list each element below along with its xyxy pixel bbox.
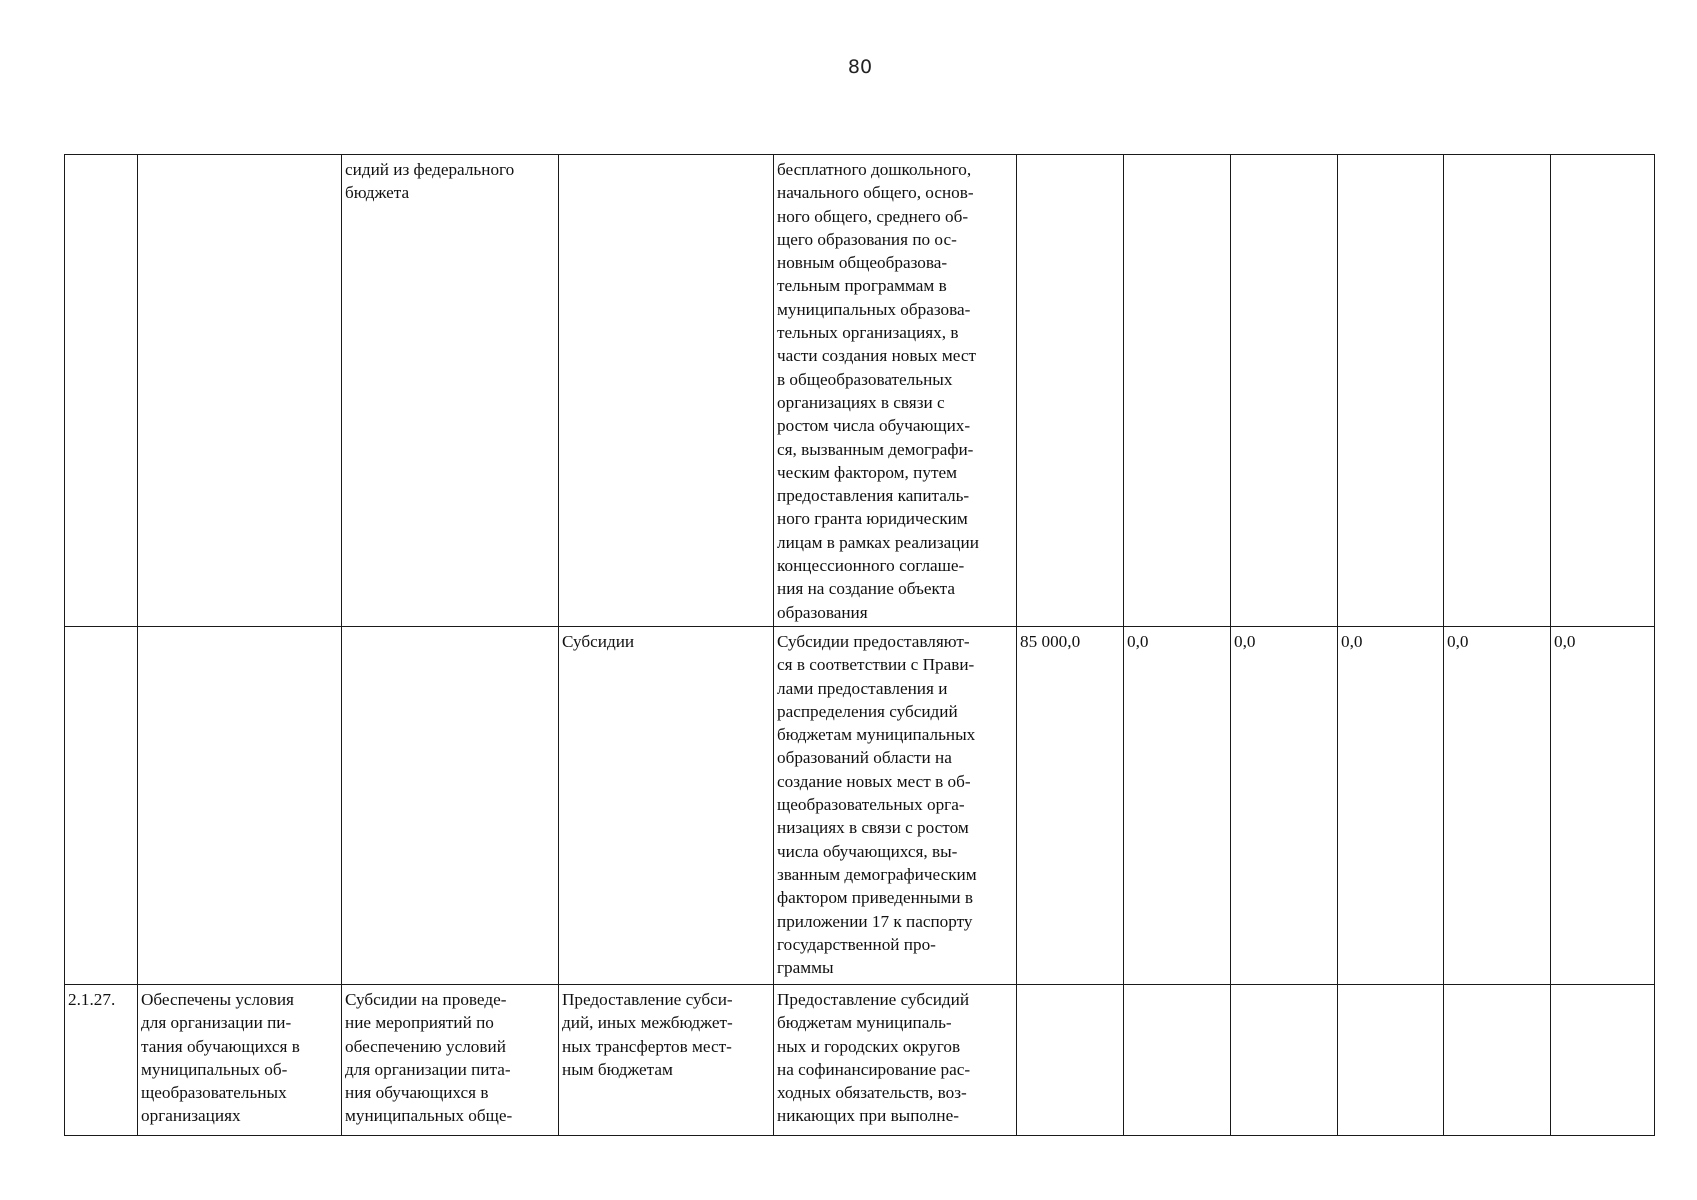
- page-number: 80: [847, 56, 873, 78]
- table-cell: Субсидии: [559, 627, 774, 985]
- table-cell: [1444, 985, 1551, 1136]
- table-cell: бесплатного дошкольного, начального общего, основ- ного общего, среднего об- щего образования по ос- новным общеобразова- тельным программам в муниципальных образова- тельных организациях, в части создания новых мест в общеобразовательных организациях в связи с ростом числа обучающих- ся, вызванным демографи- ческим фактором, путем предоставления капиталь- ного гранта юридическим лицам в рамках реализации концессионного соглаше- ния на создание объекта образования: [774, 155, 1017, 627]
- table-cell: 2.1.27.: [65, 985, 138, 1136]
- table-cell: [65, 627, 138, 985]
- table-cell: [1231, 155, 1338, 627]
- table-cell: 0,0: [1444, 627, 1551, 985]
- table-cell: Обеспечены условия для организации пи- тания обучающихся в муниципальных об- щеобразовательных организациях: [138, 985, 342, 1136]
- budget-table: [64, 154, 1655, 1136]
- table-cell: [1551, 155, 1655, 627]
- table-cell: 85 000,0: [1017, 627, 1124, 985]
- table-cell: 0,0: [1551, 627, 1655, 985]
- table-cell: [1551, 985, 1655, 1136]
- table-cell: 0,0: [1231, 627, 1338, 985]
- table-cell: [138, 627, 342, 985]
- table-cell: [559, 155, 774, 627]
- table-cell: [1338, 155, 1444, 627]
- table-cell: [1231, 985, 1338, 1136]
- table-cell: [1124, 155, 1231, 627]
- table-row: [65, 985, 1655, 1136]
- table-cell: [65, 155, 138, 627]
- table-cell: Предоставление субсидий бюджетам муниципаль- ных и городских округов на софинансирование рас- ходных обязательств, воз- никающих при выполне-: [774, 985, 1017, 1136]
- table-row: [65, 627, 1655, 985]
- table-cell: [138, 155, 342, 627]
- table-cell: [1338, 985, 1444, 1136]
- table-cell: Предоставление субси- дий, иных межбюджет- ных трансфертов мест- ным бюджетам: [559, 985, 774, 1136]
- table-row: [65, 155, 1655, 627]
- table-cell: Субсидии на проведе- ние мероприятий по обеспечению условий для организации пита- ния обучающихся в муниципальных обще-: [342, 985, 559, 1136]
- table-cell: [342, 627, 559, 985]
- table-cell: [1444, 155, 1551, 627]
- table-cell: [1017, 985, 1124, 1136]
- table-cell: сидий из федерального бюджета: [342, 155, 559, 627]
- table-cell: 0,0: [1124, 627, 1231, 985]
- table-cell: Субсидии предоставляют- ся в соответствии с Прави- лами предоставления и распределения субсидий бюджетам муниципальных образований области на создание новых мест в об- щеобразовательных орга- низациях в связи с ростом числа обучающихся, вы- званным демографическим фактором приведенными в приложении 17 к паспорту государственной про- граммы: [774, 627, 1017, 985]
- table-cell: 0,0: [1338, 627, 1444, 985]
- table-cell: [1124, 985, 1231, 1136]
- table-cell: [1017, 155, 1124, 627]
